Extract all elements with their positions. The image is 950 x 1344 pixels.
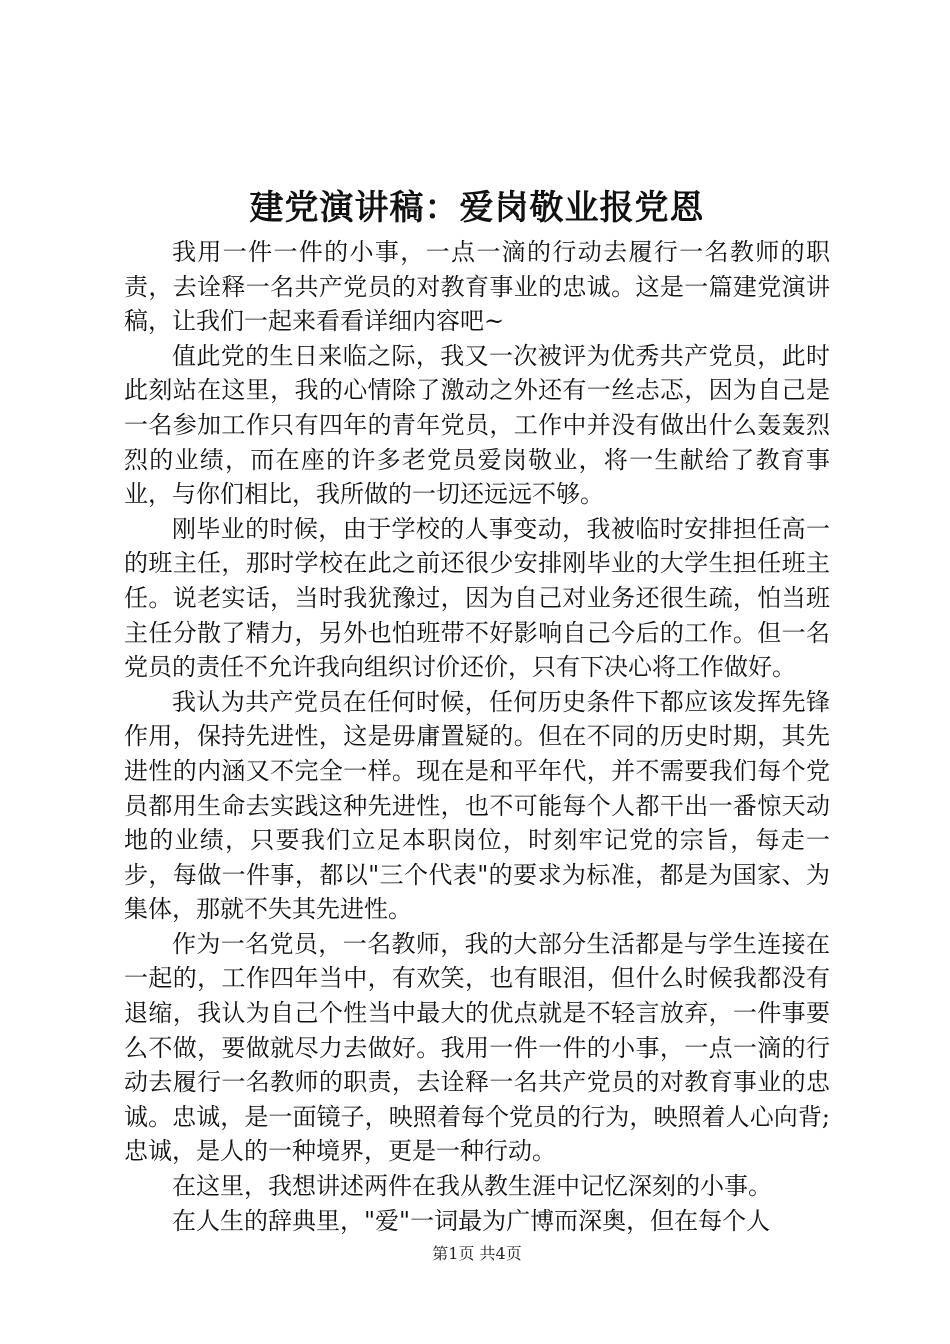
paragraph: 在人生的辞典里，"爱"一词最为广博而深奥，但在每个人	[172, 1206, 771, 1235]
paragraph: 值此党的生日来临之际，我又一次被评为优秀共产党员，此时此刻站在这里，我的心情除了激动之外还有一丝忐忑，因为自己是一名参加工作只有四年的青年党员，工作中并没有做出什么轰轰烈烈的业绩，而在座的许多老党员爱岗敬业，将一生献给了教育事业，与你们相比，我所做的一切还远远不够。	[124, 341, 830, 509]
paragraph: 我用一件一件的小事，一点一滴的行动去履行一名教师的职责，去诠释一名共产党员的对教育事业的忠诚。这是一篇建党演讲稿，让我们一起来看看详细内容吧~	[124, 238, 830, 336]
page-footer: 第1页 共4页	[432, 1244, 522, 1263]
paragraph: 刚毕业的时候，由于学校的人事变动，我被临时安排担任高一的班主任，那时学校在此之前还很少安排刚毕业的大学生担任班主任。说老实话，当时我犹豫过，因为自己对业务还很生疏，怕当班主任分散了精力，另外也怕班带不好影响自己今后的工作。但一名党员的责任不允许我向组织讨价还价，只有下决心将工作做好。	[124, 514, 830, 682]
document-page	[124, 0, 830, 1344]
paragraph: 在这里，我想讲述两件在我从教生涯中记忆深刻的小事。	[172, 1172, 772, 1201]
document-body	[124, 235, 830, 1238]
paragraph: 我认为共产党员在任何时候，任何历史条件下都应该发挥先锋作用，保持先进性，这是毋庸置疑的。但在不同的历史时期，其先进性的内涵又不完全一样。现在是和平年代，并不需要我们每个党员都用生命去实践这种先进性，也不可能每个人都干出一番惊天动地的业绩，只要我们立足本职岗位，时刻牢记党的宗旨，每走一步，每做一件事，都以"三个代表"的要求为标准，都是为国家、为集体，那就不失其先进性。	[124, 687, 830, 924]
document-title: 建党演讲稿：爱岗敬业报党恩	[249, 188, 705, 228]
paragraph: 作为一名党员，一名教师，我的大部分生活都是与学生连接在一起的，工作四年当中，有欢笑，也有眼泪，但什么时候我都没有退缩，我认为自己个性当中最大的优点就是不轻言放弃，一件事要么不做，要做就尽力去做好。我用一件一件的小事，一点一滴的行动去履行一名教师的职责，去诠释一名共产党员的对教育事业的忠诚。忠诚，是一面镜子，映照着每个党员的行为，映照着人心向背;忠诚，是人的一种境界，更是一种行动。	[124, 929, 830, 1166]
